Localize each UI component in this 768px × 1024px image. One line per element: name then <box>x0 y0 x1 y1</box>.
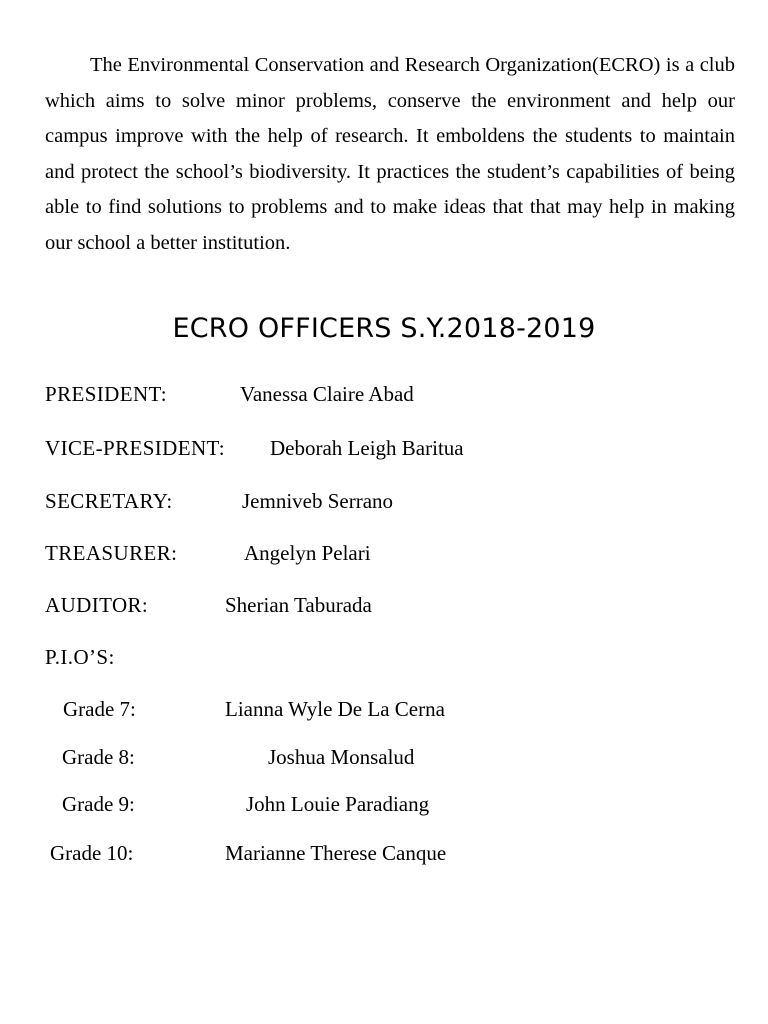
grade-label: Grade 8: <box>62 745 135 769</box>
officer-name: Marianne Therese Canque <box>225 841 447 865</box>
officer-name: Joshua Monsalud <box>268 745 415 769</box>
grade-label: Grade 7: <box>63 697 136 721</box>
officer-label: TREASURER: <box>45 541 178 565</box>
officer-name: John Louie Paradiang <box>246 792 430 816</box>
officer-label: AUDITOR: <box>45 593 149 617</box>
officer-label: SECRETARY: <box>45 489 173 513</box>
officer-label: VICE-PRESIDENT: <box>45 436 225 460</box>
officer-name: Lianna Wyle De La Cerna <box>225 697 445 721</box>
officer-name: Vanessa Claire Abad <box>240 382 414 406</box>
page-title: ECRO OFFICERS S.Y.2018-2019 <box>172 313 596 344</box>
intro-paragraph: The Environmental Conservation and Research Organization(ECRO) is a club which aims to solve minor problems, conserve the environment and help our campus improve with the help of research. It emboldens the students to maintain and protect the school’s biodiversity. It practices the student’s capabilities of being able to find solutions to problems and to make ideas that that may help in making our school a better institution. <box>45 54 735 254</box>
officer-name: Angelyn Pelari <box>244 541 371 565</box>
officer-label: P.I.O’S: <box>45 645 115 669</box>
officer-name: Deborah Leigh Baritua <box>270 436 464 460</box>
officer-name: Sherian Taburada <box>225 593 372 617</box>
officer-name: Jemniveb Serrano <box>242 489 394 513</box>
officer-label: PRESIDENT: <box>45 382 167 406</box>
grade-label: Grade 10: <box>50 841 134 865</box>
grade-label: Grade 9: <box>62 792 135 816</box>
